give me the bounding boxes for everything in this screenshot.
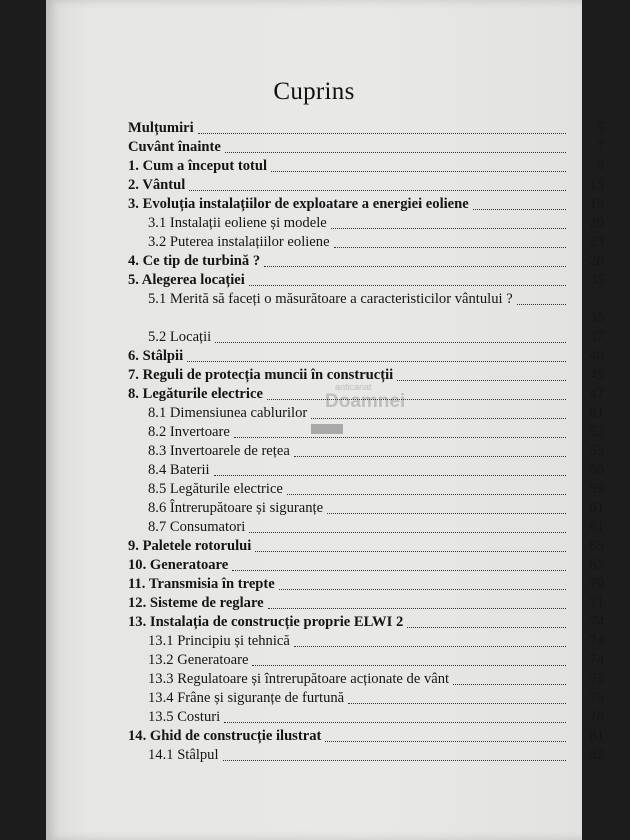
toc-page-number: 8 [596, 158, 604, 174]
toc-entry-text [128, 594, 570, 613]
dot-leader [397, 380, 566, 381]
toc-page-number: 59 [589, 481, 604, 497]
dot-leader [214, 475, 566, 476]
toc-entry-label: 9. Paletele rotorului [128, 538, 252, 554]
toc-entry [128, 518, 604, 537]
dot-leader [198, 133, 566, 134]
toc-page-number: 56 [589, 462, 604, 478]
toc-entry-text [128, 670, 570, 689]
toc-entry-text [128, 613, 570, 632]
toc-entry-text [128, 708, 570, 727]
dot-leader [279, 589, 566, 590]
toc-page-number: 75 [589, 671, 604, 687]
dot-leader [225, 152, 566, 153]
toc-entry [128, 385, 604, 404]
toc-entry [128, 613, 604, 632]
toc-entry-text [128, 461, 570, 480]
toc-entry-text [128, 518, 570, 537]
dot-leader [407, 627, 566, 628]
toc-entry [128, 233, 604, 252]
table-of-contents [128, 119, 604, 765]
toc-entry-text [128, 290, 570, 309]
dot-leader [264, 266, 566, 267]
toc-entry [128, 347, 604, 366]
toc-entry-text [128, 480, 570, 499]
dot-leader [348, 703, 566, 704]
toc-page-number: 52 [589, 424, 604, 440]
toc-page-number: 61 [589, 519, 604, 535]
toc-page-number: 76 [589, 690, 604, 706]
page-title: Cuprins [273, 78, 355, 105]
toc-page-number: 67 [589, 557, 604, 573]
toc-entry-label: 8.1 Dimensiunea cablurilor [148, 405, 308, 421]
toc-entry-label: 10. Generatoare [128, 557, 229, 573]
toc-page-number: 15 [589, 177, 604, 193]
dot-leader [187, 361, 566, 362]
toc-page-number: 37 [589, 329, 604, 345]
dot-leader [311, 418, 566, 419]
toc-entry-text [128, 157, 570, 176]
toc-entry-text [128, 727, 570, 746]
toc-entry-label: 14.1 Stâlpul [148, 747, 219, 763]
toc-entry-label: 12. Sisteme de reglare [128, 595, 264, 611]
toc-entry [128, 727, 604, 746]
toc-entry-text [128, 214, 570, 233]
watermark-text: Doamnei [325, 391, 406, 412]
toc-entry [128, 119, 604, 138]
toc-entry [128, 708, 604, 727]
dot-leader [255, 551, 566, 552]
toc-entry-text [128, 632, 570, 651]
toc-entry-label: 8.6 Întrerupătoare și siguranțe [148, 500, 324, 516]
toc-entry [128, 290, 604, 328]
toc-entry-label: 7. Reguli de protecția muncii în construcții [128, 367, 394, 383]
toc-page-number: 61 [589, 500, 604, 516]
toc-entry [128, 632, 604, 651]
toc-entry [128, 480, 604, 499]
toc-entry [128, 271, 604, 290]
toc-entry-text [128, 442, 570, 461]
dot-leader [517, 304, 566, 305]
toc-entry-label: 1. Cum a început totul [128, 158, 268, 174]
toc-entry-label: 5. Alegerea locației [128, 272, 245, 288]
toc-entry-text [128, 651, 570, 670]
toc-entry-label: 14. Ghid de construcție ilustrat [128, 728, 322, 744]
toc-entry [128, 651, 604, 670]
dot-leader [268, 608, 566, 609]
toc-entry [128, 366, 604, 385]
toc-entry-text [128, 537, 570, 556]
toc-page-number: 19 [589, 196, 604, 212]
dot-leader [271, 171, 566, 172]
toc-entry-label: 11. Transmisia în trepte [128, 576, 275, 592]
toc-entry-text [128, 575, 570, 594]
toc-entry [128, 442, 604, 461]
toc-entry-label: Mulțumiri [128, 120, 194, 136]
dot-leader [249, 285, 566, 286]
toc-page-number: 81 [589, 405, 604, 421]
toc-entry [128, 689, 604, 708]
toc-entry [128, 214, 604, 233]
toc-entry-text [128, 499, 570, 518]
toc-page-number: 82 [589, 747, 604, 763]
toc-page-number: 45 [589, 367, 604, 383]
toc-page-number: 74 [589, 614, 604, 630]
toc-entry-label: 2. Vântul [128, 177, 186, 193]
toc-entry-label: 13.3 Regulatoare și întrerupătoare acționate de vânt [148, 671, 450, 687]
toc-entry [128, 138, 604, 157]
dot-leader [325, 741, 566, 742]
toc-entry-label: 5.2 Locații [148, 329, 212, 345]
toc-page-number: 65 [589, 538, 604, 554]
toc-entry-label: 13.5 Costuri [148, 709, 221, 725]
toc-page-number: 74 [589, 633, 604, 649]
toc-entry-text [128, 404, 570, 423]
toc-entry-label: Cuvânt înainte [128, 139, 221, 155]
toc-entry [128, 746, 604, 765]
dot-leader [223, 760, 566, 761]
toc-entry [128, 575, 604, 594]
toc-entry-label: 8.3 Invertoarele de rețea [148, 443, 290, 459]
toc-entry-text [128, 271, 570, 290]
toc-entry-label: 5.1 Merită să faceți o măsurătoare a caracteristicilor vântului ? [148, 291, 513, 307]
toc-entry-text [128, 423, 570, 442]
toc-page-number: 78 [589, 709, 604, 725]
toc-page-number: 47 [589, 386, 604, 402]
toc-entry-text [128, 328, 570, 347]
dot-leader [327, 513, 566, 514]
toc-entry [128, 252, 604, 271]
toc-page-number: 70 [589, 576, 604, 592]
toc-entry-text [128, 252, 570, 271]
toc-page-number: 20 [589, 215, 604, 231]
dot-leader [252, 665, 566, 666]
toc-entry-label: 8.7 Consumatori [148, 519, 246, 535]
toc-entry-text [128, 385, 570, 404]
toc-page-number: 7 [596, 139, 604, 155]
toc-page-number: 35 [589, 310, 604, 326]
toc-page-number: 23 [589, 234, 604, 250]
dot-leader [234, 437, 566, 438]
toc-entry-text [128, 689, 570, 708]
toc-page-number: 35 [589, 272, 604, 288]
toc-entry [128, 499, 604, 518]
toc-page-number: 81 [589, 728, 604, 744]
toc-entry-text [128, 556, 570, 575]
toc-entry [128, 594, 604, 613]
dot-leader [215, 342, 566, 343]
dot-leader [294, 456, 566, 457]
toc-entry [128, 423, 604, 442]
toc-entry-label: 13.2 Generatoare [148, 652, 249, 668]
toc-entry [128, 461, 604, 480]
book-page [46, 0, 604, 840]
toc-entry-label: 6. Stâlpii [128, 348, 184, 364]
toc-page-number: 55 [589, 443, 604, 459]
dot-leader [224, 722, 566, 723]
toc-entry [128, 404, 604, 423]
toc-entry-label: 8.5 Legăturile electrice [148, 481, 283, 497]
toc-page-number: 71 [589, 595, 604, 611]
dot-leader [453, 684, 566, 685]
toc-entry-text [128, 176, 570, 195]
dot-leader [331, 228, 566, 229]
toc-entry [128, 195, 604, 214]
toc-page-number: 26 [589, 253, 604, 269]
dot-leader [473, 209, 566, 210]
dot-leader [294, 646, 566, 647]
toc-entry-label: 8.4 Baterii [148, 462, 210, 478]
toc-entry-text [128, 366, 570, 385]
toc-entry-label: 3. Evoluția instalațiilor de exploatare a energiei eoliene [128, 196, 469, 212]
toc-entry [128, 556, 604, 575]
toc-page-number: 74 [589, 652, 604, 668]
toc-entry [128, 670, 604, 689]
toc-page-number: 40 [589, 348, 604, 364]
toc-entry [128, 157, 604, 176]
toc-entry-label: 3.2 Puterea instalațiilor eoliene [148, 234, 330, 250]
toc-entry-label: 4. Ce tip de turbină ? [128, 253, 261, 269]
dot-leader [232, 570, 566, 571]
dot-leader [287, 494, 566, 495]
dot-leader [334, 247, 566, 248]
toc-entry-text [128, 138, 570, 157]
toc-entry-label: 13. Instalația de construcție proprie ELWI 2 [128, 614, 404, 630]
toc-entry-text [128, 119, 570, 138]
toc-entry-text [128, 195, 570, 214]
toc-entry-label: 8. Legăturile electrice [128, 386, 263, 402]
toc-entry-text [128, 233, 570, 252]
toc-entry-label: 13.1 Principiu și tehnică [148, 633, 290, 649]
toc-entry-text [128, 746, 570, 765]
watermark-text-small: anticariat [335, 382, 372, 392]
dot-leader [249, 532, 566, 533]
dot-leader [267, 399, 566, 400]
toc-entry [128, 537, 604, 556]
dot-leader [189, 190, 566, 191]
toc-page-number: 5 [596, 120, 604, 136]
toc-entry [128, 328, 604, 347]
toc-entry-label: 13.4 Frâne și siguranțe de furtună [148, 690, 345, 706]
toc-entry [128, 176, 604, 195]
toc-entry-text [128, 347, 570, 366]
toc-entry-label: 3.1 Instalații eoliene și modele [148, 215, 327, 231]
toc-entry-label: 8.2 Invertoare [148, 424, 230, 440]
